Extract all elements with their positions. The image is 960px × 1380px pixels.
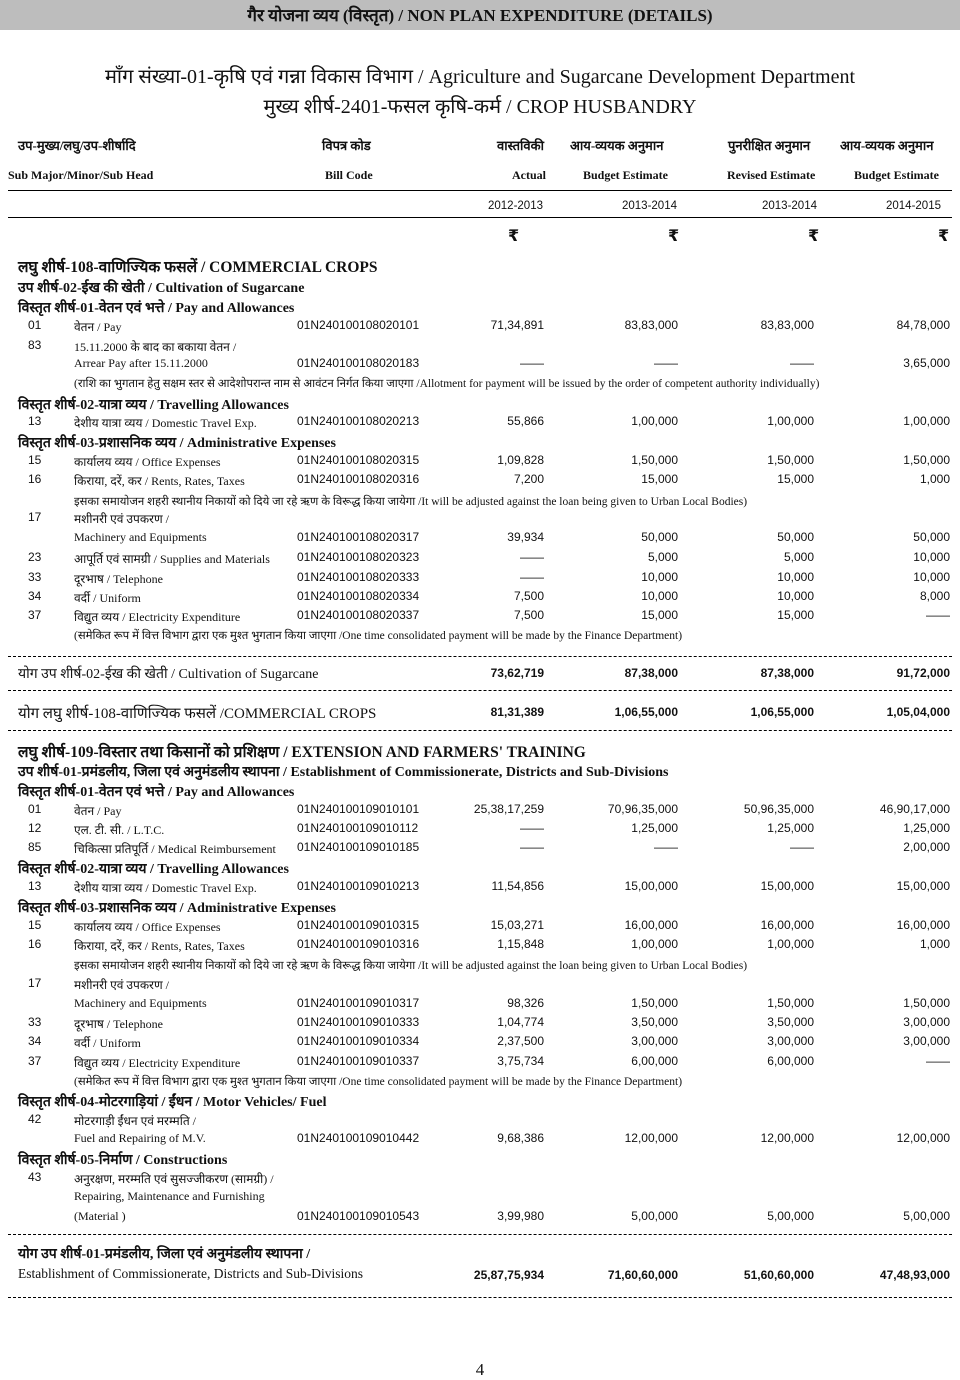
actual-value: 39,934 bbox=[507, 530, 544, 544]
rupee-icon: ₹ bbox=[508, 226, 520, 245]
major-head-title: मुख्य शीर्ष-2401-फसल कृषि-कर्म / CROP HUSBANDRY bbox=[263, 96, 697, 118]
revised-estimate-value: 1,25,000 bbox=[767, 821, 814, 835]
budget-estimate-value: 10,000 bbox=[641, 589, 678, 603]
item-description: Fuel and Repairing of M.V. bbox=[74, 1131, 206, 1145]
item-description: देशीय यात्रा व्यय / Domestic Travel Exp. bbox=[74, 416, 257, 430]
revised-estimate-value: 15,000 bbox=[777, 608, 814, 622]
actual-value: 98,326 bbox=[507, 996, 544, 1010]
revised-estimate-value: 16,00,000 bbox=[760, 918, 814, 932]
table-row bbox=[0, 1209, 960, 1228]
budget-estimate-next-value: 84,78,000 bbox=[896, 318, 950, 332]
item-number: 01 bbox=[28, 318, 42, 332]
item-description: वर्दी / Uniform bbox=[74, 591, 141, 605]
col-be2-en: Budget Estimate bbox=[854, 168, 939, 182]
table-row bbox=[0, 510, 960, 529]
bill-code: 01N240100109010334 bbox=[297, 1034, 420, 1048]
total-actual: 81,31,389 bbox=[490, 705, 544, 719]
department-title: माँग संख्या-01-कृषि एवं गन्ना विकास विभाग / Agriculture and Sugarcane Development Department bbox=[104, 66, 856, 88]
revised-estimate-value: 5,00,000 bbox=[767, 1209, 814, 1223]
item-number: 15 bbox=[28, 453, 42, 467]
table-row bbox=[0, 1112, 960, 1131]
budget-estimate-next-value: 12,00,000 bbox=[896, 1131, 950, 1145]
bill-code: 01N240100108020213 bbox=[297, 414, 420, 428]
actual-value: —— bbox=[520, 550, 544, 564]
rupee-icon: ₹ bbox=[808, 226, 820, 245]
actual-value: 15,03,271 bbox=[490, 918, 544, 932]
item-description: Arrear Pay after 15.11.2000 bbox=[74, 356, 208, 370]
item-number: 34 bbox=[28, 589, 42, 603]
note-adjusted: इसका समायोजन शहरी स्थानीय निकायों को दिये जा रहे ऋण के विरूद्ध किया जायेगा /It will be adjusted against the loan being given to Urban Local Bodies) bbox=[74, 496, 748, 508]
table-row bbox=[0, 589, 960, 608]
table-row bbox=[0, 879, 960, 898]
revised-estimate-value: 12,00,000 bbox=[760, 1131, 814, 1145]
table-row bbox=[0, 318, 960, 337]
budget-estimate-value: 83,83,000 bbox=[624, 318, 678, 332]
bill-code: 01N240100108020316 bbox=[297, 472, 420, 486]
header-bar bbox=[0, 0, 960, 30]
budget-estimate-next-value: 1,00,000 bbox=[903, 414, 950, 428]
item-description: विद्युत व्यय / Electricity Expenditure bbox=[74, 1056, 241, 1070]
table-row bbox=[0, 472, 960, 491]
budget-estimate-next-value: 5,00,000 bbox=[903, 1209, 950, 1223]
table-row bbox=[0, 1034, 960, 1053]
total-row-sub-head-01 bbox=[0, 1244, 960, 1264]
budget-estimate-next-value: 10,000 bbox=[913, 570, 950, 584]
item-description: मोटरगाड़ी ईंधन एवं मरम्मति / bbox=[74, 1114, 197, 1128]
year-be2: 2014-2015 bbox=[886, 200, 941, 212]
actual-value: 25,38,17,259 bbox=[473, 802, 544, 816]
actual-value: 1,15,848 bbox=[497, 937, 544, 951]
bill-code: 01N240100109010543 bbox=[297, 1209, 420, 1223]
note-allotment: (राशि का भुगतान हेतु सक्षम स्तर से आदेशोपरान्त नाम से आवंटन निर्गत किया जाएगा /Allotment for payment will be issued by the order of competent authority individually) bbox=[74, 378, 820, 390]
budget-estimate-value: 3,00,000 bbox=[631, 1034, 678, 1048]
budget-estimate-value: 1,00,000 bbox=[631, 937, 678, 951]
item-number: 12 bbox=[28, 821, 42, 835]
actual-value: 3,99,980 bbox=[497, 1209, 544, 1223]
actual-value: —— bbox=[520, 570, 544, 584]
budget-estimate-next-value: —— bbox=[926, 608, 950, 622]
item-description: किराया, दरें, कर / Rents, Rates, Taxes bbox=[74, 474, 245, 488]
header-rule bbox=[8, 190, 952, 191]
actual-value: 7,500 bbox=[513, 608, 544, 622]
col-actual-hi: वास्तविकी bbox=[497, 138, 545, 153]
total-be: 1,06,55,000 bbox=[614, 705, 678, 719]
budget-estimate-next-value: 1,000 bbox=[919, 937, 950, 951]
bill-code: 01N240100108020334 bbox=[297, 589, 420, 603]
bill-code: 01N240100108020101 bbox=[297, 318, 420, 332]
budget-estimate-next-value: 15,00,000 bbox=[896, 879, 950, 893]
item-number: 37 bbox=[28, 608, 42, 622]
bill-code: 01N240100109010185 bbox=[297, 840, 420, 854]
note-consolidated: (समेकित रूप में वित्त विभाग द्वारा एक मुश्त भुगतान किया जाएगा /One time consolidated payment will be made by the Finance Department) bbox=[74, 1076, 683, 1088]
budget-estimate-value: 1,00,000 bbox=[631, 414, 678, 428]
col-be-hi: आय-व्ययक अनुमान bbox=[570, 138, 664, 153]
budget-estimate-value: 1,50,000 bbox=[631, 996, 678, 1010]
item-number: 37 bbox=[28, 1054, 42, 1068]
budget-estimate-value: —— bbox=[654, 840, 678, 854]
detail-head-02: विस्तृत शीर्ष-02-यात्रा व्यय / Travelling Allowances bbox=[18, 398, 289, 413]
budget-estimate-next-value: 3,00,000 bbox=[903, 1034, 950, 1048]
budget-estimate-value: 16,00,000 bbox=[624, 918, 678, 932]
budget-estimate-next-value: 1,25,000 bbox=[903, 821, 950, 835]
actual-value: 9,68,386 bbox=[497, 1131, 544, 1145]
item-number: 01 bbox=[28, 802, 42, 816]
item-description: चिकित्सा प्रतिपूर्ति / Medical Reimbursement bbox=[74, 842, 276, 856]
table-row bbox=[0, 996, 960, 1015]
total-be2: 1,05,04,000 bbox=[886, 705, 950, 719]
rupee-icon: ₹ bbox=[668, 226, 680, 245]
table-row bbox=[0, 570, 960, 589]
total-label: योग लघु शीर्ष-108-वाणिज्यिक फसलें /COMMERCIAL CROPS bbox=[18, 706, 377, 722]
table-row bbox=[0, 1189, 960, 1208]
bill-code: 01N240100109010317 bbox=[297, 996, 420, 1010]
item-description: (Material ) bbox=[74, 1209, 126, 1223]
actual-value: 7,200 bbox=[513, 472, 544, 486]
item-description: दूरभाष / Telephone bbox=[74, 572, 163, 586]
item-description: विद्युत व्यय / Electricity Expenditure bbox=[74, 610, 241, 624]
item-description: वेतन / Pay bbox=[74, 320, 122, 334]
item-number: 33 bbox=[28, 570, 42, 584]
budget-estimate-next-value: —— bbox=[926, 1054, 950, 1068]
revised-estimate-value: 1,50,000 bbox=[767, 453, 814, 467]
bill-code: 01N240100109010112 bbox=[297, 821, 419, 835]
col-head-en: Sub Major/Minor/Sub Head bbox=[8, 168, 154, 182]
table-row bbox=[0, 1015, 960, 1034]
table-row bbox=[0, 550, 960, 569]
page-title: गैर योजना व्यय (विस्तृत) / NON PLAN EXPENDITURE (DETAILS) bbox=[247, 6, 713, 25]
year-actual: 2012-2013 bbox=[488, 200, 543, 212]
item-number: 13 bbox=[28, 879, 42, 893]
budget-estimate-value: 5,000 bbox=[647, 550, 678, 564]
actual-value: 55,866 bbox=[507, 414, 544, 428]
year-be: 2013-2014 bbox=[622, 200, 677, 212]
total-label: Establishment of Commissionerate, Districts and Sub-Divisions bbox=[18, 1266, 363, 1281]
actual-value: 71,34,891 bbox=[490, 318, 544, 332]
table-row bbox=[0, 937, 960, 956]
budget-estimate-next-value: 46,90,17,000 bbox=[879, 802, 950, 816]
revised-estimate-value: 6,00,000 bbox=[767, 1054, 814, 1068]
revised-estimate-value: 50,000 bbox=[777, 530, 814, 544]
col-be2-hi: आय-व्ययक अनुमान bbox=[840, 138, 934, 153]
page-number: 4 bbox=[475, 1360, 485, 1379]
total-actual: 25,87,75,934 bbox=[473, 1268, 544, 1282]
actual-value: 1,04,774 bbox=[497, 1015, 544, 1029]
item-number: 42 bbox=[28, 1112, 42, 1126]
note-consolidated: (समेकित रूप में वित्त विभाग द्वारा एक मुश्त भुगतान किया जाएगा /One time consolidated payment will be made by the Finance Department) bbox=[74, 630, 683, 642]
revised-estimate-value: —— bbox=[790, 356, 814, 370]
bill-code: 01N240100109010101 bbox=[297, 802, 420, 816]
detail-head-05: विस्तृत शीर्ष-05-निर्माण / Constructions bbox=[18, 1153, 228, 1168]
budget-estimate-value: 15,000 bbox=[641, 608, 678, 622]
budget-estimate-next-value: 3,65,000 bbox=[903, 356, 950, 370]
item-description: मशीनरी एवं उपकरण / bbox=[74, 978, 169, 992]
table-row bbox=[0, 414, 960, 433]
budget-estimate-value: 6,00,000 bbox=[631, 1054, 678, 1068]
total-re: 87,38,000 bbox=[760, 666, 814, 680]
detail-head-04: विस्तृत शीर्ष-04-मोटरगाड़ियां / ईंधन / Motor Vehicles/ Fuel bbox=[18, 1095, 327, 1110]
table-row bbox=[0, 821, 960, 840]
bill-code: 01N240100109010333 bbox=[297, 1015, 420, 1029]
item-description: कार्यालय व्यय / Office Expenses bbox=[74, 920, 221, 934]
total-label: योग उप शीर्ष-01-प्रमंडलीय, जिला एवं अनुमंडलीय स्थापना / bbox=[18, 1247, 311, 1262]
col-code-en: Bill Code bbox=[325, 168, 373, 182]
total-be: 87,38,000 bbox=[624, 666, 678, 680]
budget-estimate-value: 1,25,000 bbox=[631, 821, 678, 835]
budget-estimate-next-value: 16,00,000 bbox=[896, 918, 950, 932]
bill-code: 01N240100108020183 bbox=[297, 356, 420, 370]
col-actual-en: Actual bbox=[512, 168, 546, 182]
item-description: Machinery and Equipments bbox=[74, 996, 207, 1010]
item-description: Machinery and Equipments bbox=[74, 530, 207, 544]
total-row-minor-head-108 bbox=[0, 703, 960, 723]
table-row bbox=[0, 1054, 960, 1073]
table-row bbox=[0, 840, 960, 859]
total-row-sub-head-02 bbox=[0, 664, 960, 684]
item-description: कार्यालय व्यय / Office Expenses bbox=[74, 455, 221, 469]
col-code-hi: विपत्र कोड bbox=[322, 138, 371, 153]
budget-estimate-value: 5,00,000 bbox=[631, 1209, 678, 1223]
budget-estimate-value: 1,50,000 bbox=[631, 453, 678, 467]
table-row bbox=[0, 1131, 960, 1150]
table-row bbox=[0, 1170, 960, 1189]
revised-estimate-value: 50,96,35,000 bbox=[743, 802, 814, 816]
budget-estimate-value: 70,96,35,000 bbox=[607, 802, 678, 816]
actual-value: —— bbox=[520, 356, 544, 370]
item-description: वेतन / Pay bbox=[74, 804, 122, 818]
total-be: 71,60,60,000 bbox=[607, 1268, 678, 1282]
item-number: 85 bbox=[28, 840, 42, 854]
bill-code: 01N240100109010213 bbox=[297, 879, 420, 893]
total-actual: 73,62,719 bbox=[490, 666, 544, 680]
revised-estimate-value: 83,83,000 bbox=[760, 318, 814, 332]
total-re: 51,60,60,000 bbox=[743, 1268, 814, 1282]
item-description: आपूर्ति एवं सामग्री / Supplies and Materials bbox=[74, 552, 270, 566]
item-number: 17 bbox=[28, 510, 42, 524]
item-description: मशीनरी एवं उपकरण / bbox=[74, 512, 169, 526]
budget-estimate-next-value: 1,50,000 bbox=[903, 996, 950, 1010]
actual-value: —— bbox=[520, 840, 544, 854]
actual-value: 11,54,856 bbox=[491, 879, 544, 893]
item-description: Repairing, Maintenance and Furnishing bbox=[74, 1189, 265, 1203]
revised-estimate-value: —— bbox=[790, 840, 814, 854]
revised-estimate-value: 1,00,000 bbox=[767, 414, 814, 428]
detail-head-02: विस्तृत शीर्ष-02-यात्रा व्यय / Travelling Allowances bbox=[18, 862, 289, 877]
bill-code: 01N240100108020315 bbox=[297, 453, 420, 467]
revised-estimate-value: 3,00,000 bbox=[767, 1034, 814, 1048]
actual-value: 3,75,734 bbox=[497, 1054, 544, 1068]
actual-value: 7,500 bbox=[513, 589, 544, 603]
bill-code: 01N240100108020337 bbox=[297, 608, 420, 622]
actual-value: 1,09,828 bbox=[497, 453, 544, 467]
revised-estimate-value: 1,50,000 bbox=[767, 996, 814, 1010]
budget-estimate-value: 50,000 bbox=[641, 530, 678, 544]
total-be2: 91,72,000 bbox=[896, 666, 950, 680]
budget-estimate-value: 15,00,000 bbox=[624, 879, 678, 893]
sub-head-02: उप शीर्ष-02-ईख की खेती / Cultivation of Sugarcane bbox=[18, 281, 305, 296]
detail-head-01: विस्तृत शीर्ष-01-वेतन एवं भत्ते / Pay and Allowances bbox=[18, 785, 295, 800]
bill-code: 01N240100108020317 bbox=[297, 530, 420, 544]
item-number: 17 bbox=[28, 976, 42, 990]
table-row bbox=[0, 338, 960, 357]
revised-estimate-value: 1,00,000 bbox=[767, 937, 814, 951]
total-label: योग उप शीर्ष-02-ईख की खेती / Cultivation of Sugarcane bbox=[18, 667, 319, 682]
detail-head-03: विस्तृत शीर्ष-03-प्रशासनिक व्यय / Administrative Expenses bbox=[18, 901, 336, 916]
detail-head-03: विस्तृत शीर्ष-03-प्रशासनिक व्यय / Administrative Expenses bbox=[18, 436, 336, 451]
col-re-en: Revised Estimate bbox=[727, 168, 816, 182]
note-adjusted: इसका समायोजन शहरी स्थानीय निकायों को दिये जा रहे ऋण के विरूद्ध किया जायेगा /It will be adjusted against the loan being given to Urban Local Bodies) bbox=[74, 960, 748, 972]
col-be-en: Budget Estimate bbox=[583, 168, 668, 182]
sub-head-01: उप शीर्ष-01-प्रमंडलीय, जिला एवं अनुमंडलीय स्थापना / Establishment of Commissionerate, Districts and Sub-Divisions bbox=[18, 765, 669, 780]
item-description: किराया, दरें, कर / Rents, Rates, Taxes bbox=[74, 939, 245, 953]
table-row bbox=[0, 608, 960, 627]
item-description: दूरभाष / Telephone bbox=[74, 1017, 163, 1031]
table-row bbox=[0, 530, 960, 549]
item-number: 15 bbox=[28, 918, 42, 932]
bill-code: 01N240100109010337 bbox=[297, 1054, 420, 1068]
year-re: 2013-2014 bbox=[762, 200, 817, 212]
budget-estimate-next-value: 3,00,000 bbox=[903, 1015, 950, 1029]
item-number: 16 bbox=[28, 937, 42, 951]
total-re: 1,06,55,000 bbox=[750, 705, 814, 719]
dashed-rule bbox=[8, 1234, 952, 1235]
budget-estimate-next-value: 1,000 bbox=[919, 472, 950, 486]
revised-estimate-value: 3,50,000 bbox=[767, 1015, 814, 1029]
item-number: 43 bbox=[28, 1170, 42, 1184]
revised-estimate-value: 15,000 bbox=[777, 472, 814, 486]
revised-estimate-value: 10,000 bbox=[777, 570, 814, 584]
dashed-rule bbox=[8, 730, 952, 731]
total-row-sub-head-01-values bbox=[0, 1266, 960, 1286]
dashed-rule bbox=[8, 656, 952, 657]
budget-estimate-value: 3,50,000 bbox=[631, 1015, 678, 1029]
budget-estimate-value: 10,000 bbox=[641, 570, 678, 584]
table-row bbox=[0, 356, 960, 375]
bill-code: 01N240100108020333 bbox=[297, 570, 420, 584]
item-number: 34 bbox=[28, 1034, 42, 1048]
revised-estimate-value: 5,000 bbox=[783, 550, 814, 564]
table-row bbox=[0, 802, 960, 821]
budget-estimate-next-value: 10,000 bbox=[913, 550, 950, 564]
budget-estimate-value: 12,00,000 bbox=[624, 1131, 678, 1145]
item-number: 23 bbox=[28, 550, 42, 564]
budget-estimate-value: —— bbox=[654, 356, 678, 370]
year-rule bbox=[8, 217, 952, 218]
item-description: देशीय यात्रा व्यय / Domestic Travel Exp. bbox=[74, 881, 257, 895]
budget-estimate-value: 15,000 bbox=[641, 472, 678, 486]
budget-estimate-next-value: 50,000 bbox=[913, 530, 950, 544]
total-be2: 47,48,93,000 bbox=[879, 1268, 950, 1282]
bill-code: 01N240100108020323 bbox=[297, 550, 420, 564]
item-description: अनुरक्षण, मरम्मति एवं सुसज्जीकरण (सामग्री) / bbox=[74, 1172, 274, 1186]
col-head-hi: उप-मुख्य/लघु/उप-शीर्षादि bbox=[18, 138, 136, 153]
detail-head-01: विस्तृत शीर्ष-01-वेतन एवं भत्ते / Pay and Allowances bbox=[18, 301, 295, 316]
actual-value: 2,37,500 bbox=[497, 1034, 544, 1048]
actual-value: —— bbox=[520, 821, 544, 835]
bill-code: 01N240100109010315 bbox=[297, 918, 420, 932]
dashed-rule bbox=[8, 690, 952, 691]
table-row bbox=[0, 453, 960, 472]
minor-head-108: लघु शीर्ष-108-वाणिज्यिक फसलें / COMMERCIAL CROPS bbox=[18, 259, 378, 276]
item-number: 16 bbox=[28, 472, 42, 486]
item-description: 15.11.2000 के बाद का बकाया वेतन / bbox=[74, 340, 237, 354]
revised-estimate-value: 10,000 bbox=[777, 589, 814, 603]
item-number: 33 bbox=[28, 1015, 42, 1029]
item-number: 83 bbox=[28, 338, 42, 352]
rupee-icon: ₹ bbox=[938, 226, 950, 245]
item-description: वर्दी / Uniform bbox=[74, 1036, 141, 1050]
table-row bbox=[0, 976, 960, 995]
table-row bbox=[0, 918, 960, 937]
bill-code: 01N240100109010442 bbox=[297, 1131, 420, 1145]
item-number: 13 bbox=[28, 414, 42, 428]
minor-head-109: लघु शीर्ष-109-विस्तार तथा किसानों को प्रशिक्षण / EXTENSION AND FARMERS' TRAINING bbox=[18, 744, 586, 761]
revised-estimate-value: 15,00,000 bbox=[760, 879, 814, 893]
budget-estimate-next-value: 2,00,000 bbox=[903, 840, 950, 854]
col-re-hi: पुनरीक्षित अनुमान bbox=[728, 138, 811, 153]
bill-code: 01N240100109010316 bbox=[297, 937, 420, 951]
budget-estimate-next-value: 1,50,000 bbox=[903, 453, 950, 467]
dashed-rule bbox=[8, 1297, 952, 1298]
item-description: एल. टी. सी. / L.T.C. bbox=[74, 823, 165, 837]
budget-estimate-next-value: 8,000 bbox=[919, 589, 950, 603]
